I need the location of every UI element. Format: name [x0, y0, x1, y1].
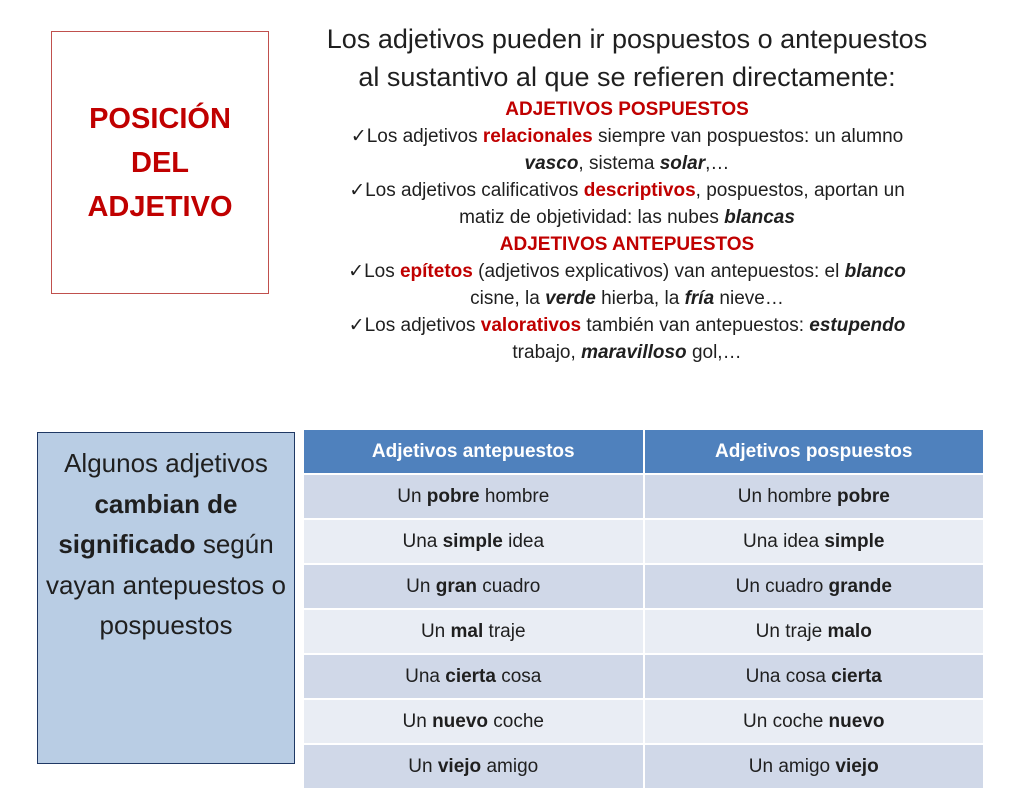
table-row: [303, 519, 984, 564]
heading-antepuestos: ADJETIVOS ANTEPUESTOS: [499, 234, 755, 255]
bullet-epitetos-cont: cisne, la verde hierba, la fría nieve…: [470, 288, 784, 309]
intro-line-1: Los adjetivos pueden ir pospuestos o antepuestos: [326, 24, 928, 54]
title-line-1: POSICIÓN: [89, 102, 231, 135]
header-pospuestos: Adjetivos pospuestos: [644, 429, 985, 474]
title-line-3: ADJETIVO: [87, 190, 233, 223]
title-line-2: DEL: [131, 146, 189, 179]
cell-pospuesto: Un hombre pobre: [644, 474, 985, 519]
adjective-word: grande: [828, 575, 892, 597]
cell-pospuesto: Un coche nuevo: [644, 699, 985, 744]
bullet-relacionales-cont: vasco, sistema solar,…: [524, 153, 730, 174]
cell-antepuesto: Un pobre hombre: [303, 474, 644, 519]
adjective-word: simple: [442, 530, 503, 552]
cell-antepuesto: Un nuevo coche: [303, 699, 644, 744]
cell-pospuesto: Un traje malo: [644, 609, 985, 654]
check-icon: ✓: [349, 180, 366, 201]
note-text-2: según vayan antepuestos o pospuestos: [46, 529, 286, 640]
intro-line-2: al sustantivo al que se refieren directamente:: [358, 62, 896, 92]
adjective-word: nuevo: [432, 710, 489, 732]
bullet-relacionales: ✓Los adjetivos relacionales siempre van pospuestos: un alumno: [282, 123, 972, 150]
check-icon: ✓: [348, 261, 365, 282]
heading-pospuestos: ADJETIVOS POSPUESTOS: [505, 99, 749, 120]
table-row: [303, 609, 984, 654]
table-row: [303, 744, 984, 789]
adjective-word: nuevo: [828, 710, 885, 732]
table-row: [303, 474, 984, 519]
cell-antepuesto: Una cierta cosa: [303, 654, 644, 699]
adjective-word: pobre: [837, 485, 890, 507]
note-text-1: Algunos adjetivos: [64, 448, 268, 478]
cell-antepuesto: Una simple idea: [303, 519, 644, 564]
adjective-word: cierta: [831, 665, 882, 687]
adjective-word: viejo: [835, 755, 879, 777]
bullet-epitetos: ✓Los epítetos (adjetivos explicativos) van antepuestos: el blanco: [282, 258, 972, 285]
meaning-change-note: [37, 432, 295, 764]
cell-pospuesto: Una idea simple: [644, 519, 985, 564]
bullet-valorativos-cont: trabajo, maravilloso gol,…: [512, 342, 742, 363]
bullet-descriptivos: ✓Los adjetivos calificativos descriptivos, pospuestos, aportan un: [282, 177, 972, 204]
note-text-bold: cambian de significado: [58, 488, 238, 559]
adjective-word: viejo: [437, 755, 482, 777]
table-header-row: [303, 429, 984, 474]
adjective-word: malo: [827, 620, 872, 642]
title-box: [51, 31, 269, 294]
cell-antepuesto: Un gran cuadro: [303, 564, 644, 609]
table-body: [303, 474, 984, 789]
table-row: [303, 699, 984, 744]
cell-antepuesto: Un mal traje: [303, 609, 644, 654]
cell-pospuesto: Un cuadro grande: [644, 564, 985, 609]
adjective-word: simple: [824, 530, 885, 552]
check-icon: ✓: [348, 315, 365, 336]
check-icon: ✓: [350, 126, 367, 147]
bullet-valorativos: ✓Los adjetivos valorativos también van antepuestos: estupendo: [282, 312, 972, 339]
bullet-descriptivos-cont: matiz de objetividad: las nubes blancas: [459, 207, 795, 228]
adjective-word: mal: [450, 620, 484, 642]
cell-pospuesto: Una cosa cierta: [644, 654, 985, 699]
table-row: [303, 564, 984, 609]
adjective-word: gran: [435, 575, 477, 597]
adjective-word: pobre: [426, 485, 480, 507]
cell-pospuesto: Un amigo viejo: [644, 744, 985, 789]
explanation-text: [282, 20, 972, 366]
header-antepuestos: Adjetivos antepuestos: [303, 429, 644, 474]
cell-antepuesto: Un viejo amigo: [303, 744, 644, 789]
adjective-table: [302, 428, 985, 790]
adjective-word: cierta: [445, 665, 496, 687]
table-row: [303, 654, 984, 699]
